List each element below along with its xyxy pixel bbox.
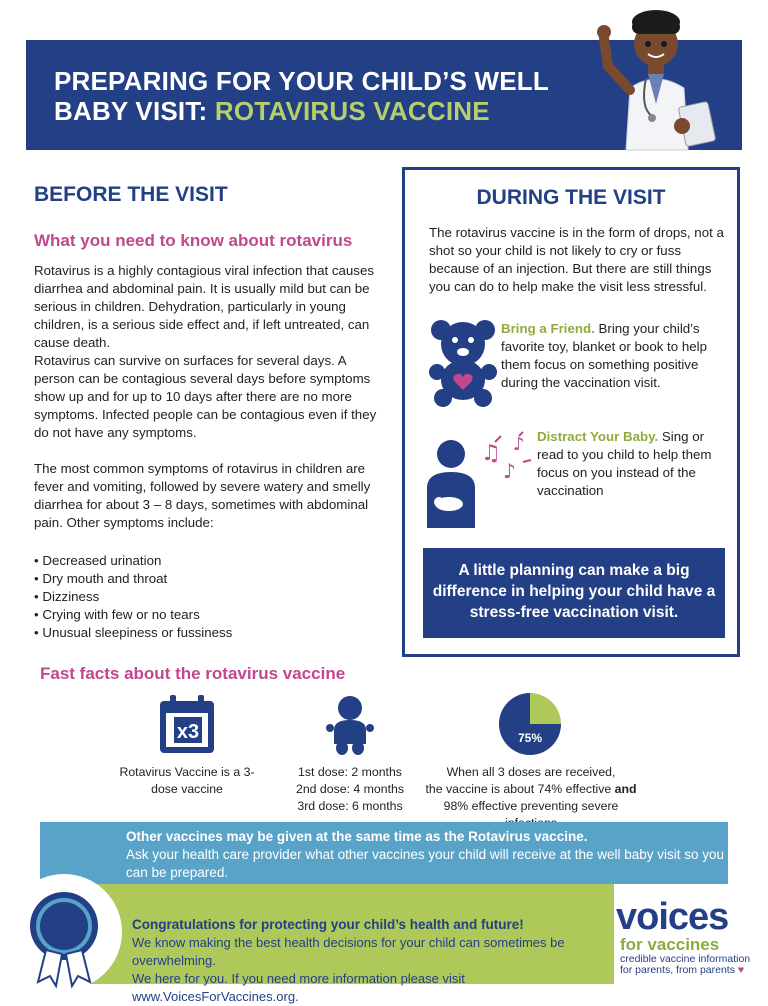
svg-text:♫: ♫ <box>481 441 501 466</box>
bring-friend-lead: Bring a Friend. <box>501 321 595 336</box>
calendar-icon <box>154 693 220 759</box>
dose-1: 1st dose: 2 months <box>298 765 402 779</box>
during-intro-text: The rotavirus vaccine is in the form of drops, not a shot so your child is not likely to cry or fuss because of an injection. But there are still things you can do to help make the visit less stressful. <box>429 225 724 294</box>
other-vaccines-body: Ask your health care provider what other vaccines your child will receive at the well baby visit so you can be prepared. <box>126 847 725 880</box>
list-item: • Decreased urination <box>34 553 162 568</box>
fast-facts-heading: Fast facts about the rotavirus vaccine <box>40 664 346 683</box>
svg-text:♪: ♪ <box>503 459 516 483</box>
title-highlight: ROTAVIRUS VACCINE <box>214 96 490 126</box>
heart-icon: ♥ <box>737 964 745 976</box>
congrats-body-2: We here for you. If you need more information please visit www.VoicesForVaccines.org. <box>132 971 465 1004</box>
distract-baby-tip <box>537 428 733 500</box>
during-visit-heading: DURING THE VISIT <box>476 186 666 209</box>
rotavirus-paragraph-3: The most common symptoms of rotavirus in children are fever and vomiting, followed by severe watery and smelly diarrhea for about 3 – 8 days, sometimes with abdominal pain. Other symptoms include: <box>34 461 371 530</box>
list-item: • Dizziness <box>34 589 100 604</box>
list-item: • Unusual sleepiness or fussiness <box>34 625 233 640</box>
doctor-illustration <box>590 8 730 158</box>
effectiveness-pie <box>498 692 562 756</box>
logo-tagline-1: credible vaccine information <box>620 953 751 965</box>
rotavirus-paragraph-2: Rotavirus can survive on surfaces for several days. A person can be contagious several days before symptoms show up and for up to 10 days after there are no more symptoms. Infected people can be contagious even if they do not have any symptoms. <box>34 353 377 440</box>
fact-dose-count: Rotavirus Vaccine is a 3-dose vaccine <box>119 765 255 796</box>
parent-singing-icon <box>419 432 535 532</box>
effectiveness-line-2 <box>420 781 642 798</box>
logo-for-vaccines: for vaccines <box>620 935 720 954</box>
rotavirus-info-subtitle: What you need to know about rotavirus <box>34 231 353 250</box>
svg-text:♪: ♪ <box>513 434 525 455</box>
dose-2: 2nd dose: 4 months <box>295 782 404 796</box>
other-vaccines-band <box>40 822 728 884</box>
effectiveness-line-2-text: the vaccine is about 74% effective <box>425 782 615 796</box>
effectiveness-line-3: 98% effective preventing severe <box>443 799 619 813</box>
medal-ribbon-icon <box>4 872 124 992</box>
during-visit-panel <box>402 167 740 657</box>
planning-callout: A little planning can make a big difference in helping your child have a stress-free vaccination visit. <box>423 548 725 638</box>
effectiveness-line-1: When all 3 doses are received, <box>446 765 616 779</box>
logo-voices: voices <box>616 896 729 938</box>
dose-3: 3rd dose: 6 months <box>297 799 403 813</box>
teddy-bear-icon <box>427 318 499 406</box>
title-line-2-prefix: BABY VISIT: <box>54 96 215 126</box>
list-item: • Crying with few or no tears <box>34 607 200 622</box>
voices-for-vaccines-logo <box>616 898 756 976</box>
page-title <box>54 66 549 126</box>
title-line-1: PREPARING FOR YOUR CHILD’S WELL <box>54 66 549 96</box>
calendar-label: x3 <box>176 721 200 743</box>
other-vaccines-head: Other vaccines may be given at the same time as the Rotavirus vaccine. <box>126 829 588 844</box>
dose-schedule <box>280 764 420 815</box>
bring-friend-text: Bring your child’s favorite toy, blanket or book to help them focus on something positive during the vaccination visit. <box>501 321 707 390</box>
congrats-head: Congratulations for protecting your child’s health and future! <box>132 917 524 932</box>
rotavirus-paragraph-1: Rotavirus is a highly contagious viral infection that causes diarrhea and abdominal pain. It is usually mild but can be serious in children. Dehydration, particularly in young children, is a serious side effect and, if left untreated, can cause death. <box>34 263 374 350</box>
logo-tagline-2 <box>620 965 756 976</box>
congrats-band <box>40 884 614 1004</box>
logo-tagline-2-text: for parents, from parents <box>620 964 735 976</box>
bring-friend-tip <box>501 320 731 392</box>
list-item: • Dry mouth and throat <box>34 571 168 586</box>
pie-label: 75% <box>517 731 543 745</box>
before-visit-heading: BEFORE THE VISIT <box>34 183 228 206</box>
baby-icon <box>326 694 374 756</box>
symptoms-list <box>34 552 388 642</box>
congrats-body-1: We know making the best health decisions for your child can sometimes be overwhelming. <box>132 935 565 968</box>
effectiveness-line-2-bold: and <box>614 782 637 796</box>
distract-baby-text: Sing or read to you child to help them focus on you instead of the vaccination <box>537 429 712 498</box>
distract-baby-lead: Distract Your Baby. <box>537 429 659 444</box>
